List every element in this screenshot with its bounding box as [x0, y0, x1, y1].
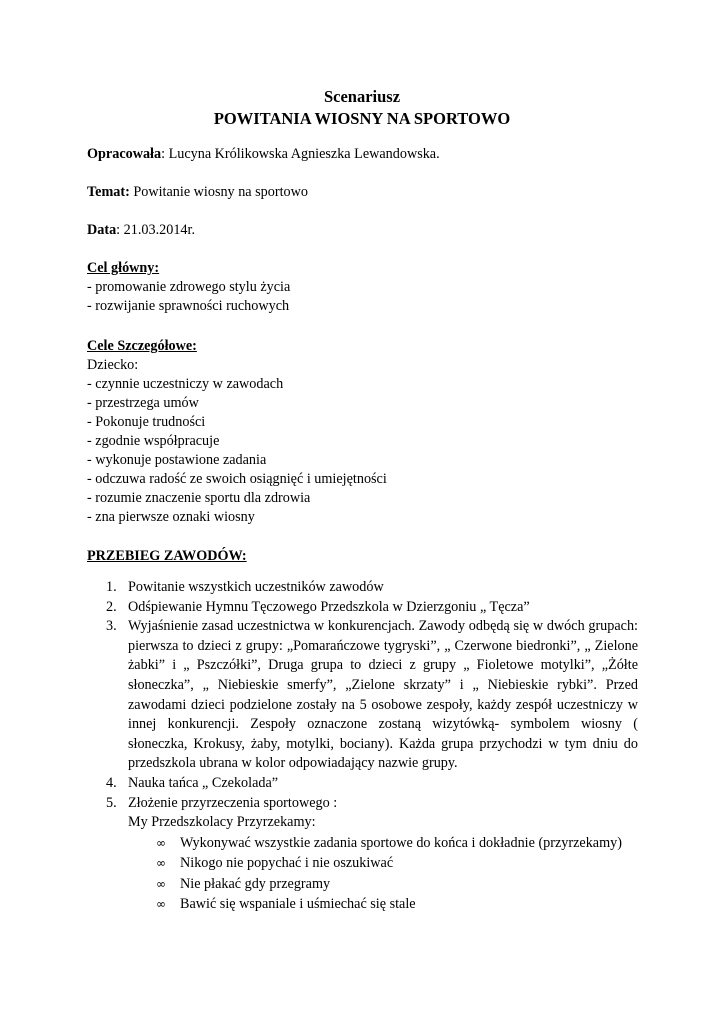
pledge-text: Bawić się wspaniale i uśmiechać się stale [180, 896, 416, 913]
main-goal-item: - promowanie zdrowego stylu życia [87, 279, 291, 295]
pledge-text: Nikogo nie popychać i nie oszukiwać [180, 855, 394, 872]
step-number: 1. [106, 579, 117, 595]
date-value: : 21.03.2014r. [116, 222, 195, 238]
course-step [106, 598, 638, 618]
pledge-text: Nie płakać gdy przegramy [180, 875, 331, 892]
step-number: 3. [106, 618, 117, 635]
step-number: 4. [106, 774, 117, 791]
infinity-bullet-icon: ∞ [156, 897, 166, 912]
author-value: : Lucyna Królikowska Agnieszka Lewandowska. [161, 146, 440, 162]
detailed-goal-item: - wykonuje postawione zadania [87, 452, 267, 468]
step-text: Złożenie przyrzeczenia sportowego : [128, 794, 338, 811]
detailed-goal-item: - czynnie uczestniczy w zawodach [87, 376, 284, 392]
course-step [106, 794, 638, 915]
infinity-bullet-icon: ∞ [156, 876, 166, 891]
step-text: Powitanie wszystkich uczestników zawodów [128, 579, 384, 595]
infinity-bullet-icon: ∞ [156, 835, 166, 850]
pledge-item [156, 833, 638, 854]
step-number: 2. [106, 598, 117, 615]
course-heading: PRZEBIEG ZAWODÓW: [87, 548, 247, 564]
detailed-goal-item: - rozumie znaczenie sportu dla zdrowia [87, 490, 311, 506]
author-label: Opracowała [87, 146, 162, 162]
main-goal-heading: Cel główny: [87, 260, 160, 276]
detailed-goals-heading: Cele Szczegółowe: [87, 338, 197, 354]
pledge-item [156, 853, 638, 874]
document-title: Scenariusz [323, 87, 401, 106]
topic-line [87, 183, 308, 202]
date-label: Data [87, 222, 117, 238]
topic-value: Powitanie wiosny na sportowo [129, 184, 308, 200]
detailed-goal-item: - Pokonuje trudności [87, 414, 206, 430]
infinity-bullet-icon: ∞ [156, 856, 166, 871]
step-text: Odśpiewanie Hymnu Tęczowego Przedszkola w Dzierzgoniu „ Tęcza” [128, 598, 530, 615]
pledge-intro: My Przedszkolacy Przyrzekamy: [128, 814, 316, 831]
detailed-goal-item: - zgodnie współpracuje [87, 433, 220, 449]
course-step [106, 774, 638, 794]
main-goal-item: - rozwijanie sprawności ruchowych [87, 298, 290, 314]
step-number: 5. [106, 794, 117, 811]
course-step [106, 578, 638, 598]
pledge-text: Wykonywać wszystkie zadania sportowe do końca i dokładnie (przyrzekamy) [180, 834, 622, 851]
detailed-goal-item: - przestrzega umów [87, 395, 199, 411]
pledge-item [156, 894, 638, 915]
course-step [106, 617, 638, 774]
course-steps-list [106, 578, 638, 915]
step-text: Wyjaśnienie zasad uczestnictwa w konkurencjach. Zawody odbędą się w dwóch grupach: pierwsza to dzieci z grupy: „Pomarańczowe tygryski”, „ Czerwone biedronki”, „ Zielone żabki” i „ Pszczółki”, Druga grupa to dzieci z grupy „ Fioletowe motylki”, „Żółte słoneczka”, „ Niebieskie smerfy”, „Zielone skrzaty” i „ Niebieskie rybki”. Przed zawodami dzieci podzielone zostały na 5 osobowe zespoły, każdy zespół uczestniczy w innej konkurencji. Zespoły oznaczone zostaną wizytówką- symbolem wiosny ( słoneczka, Krokusy, żaby, motylki, bociany). Każda grupa przychodzi w tym dniu do przedszkola ubrana w kolor odpowiadający nazwie grupy. [128, 618, 638, 772]
date-line [87, 221, 195, 240]
detailed-goals-intro: Dziecko: [87, 357, 139, 373]
author-line [87, 145, 440, 164]
detailed-goal-item: - zna pierwsze oznaki wiosny [87, 509, 255, 525]
topic-label: Temat: [87, 184, 130, 200]
detailed-goal-item: - odczuwa radość ze swoich osiągnięć i umiejętności [87, 471, 387, 487]
document-subtitle: POWITANIA WIOSNY NA SPORTOWO [213, 109, 511, 128]
pledge-list [128, 833, 638, 915]
step-text: Nauka tańca „ Czekolada” [128, 774, 279, 791]
pledge-item [156, 874, 638, 895]
